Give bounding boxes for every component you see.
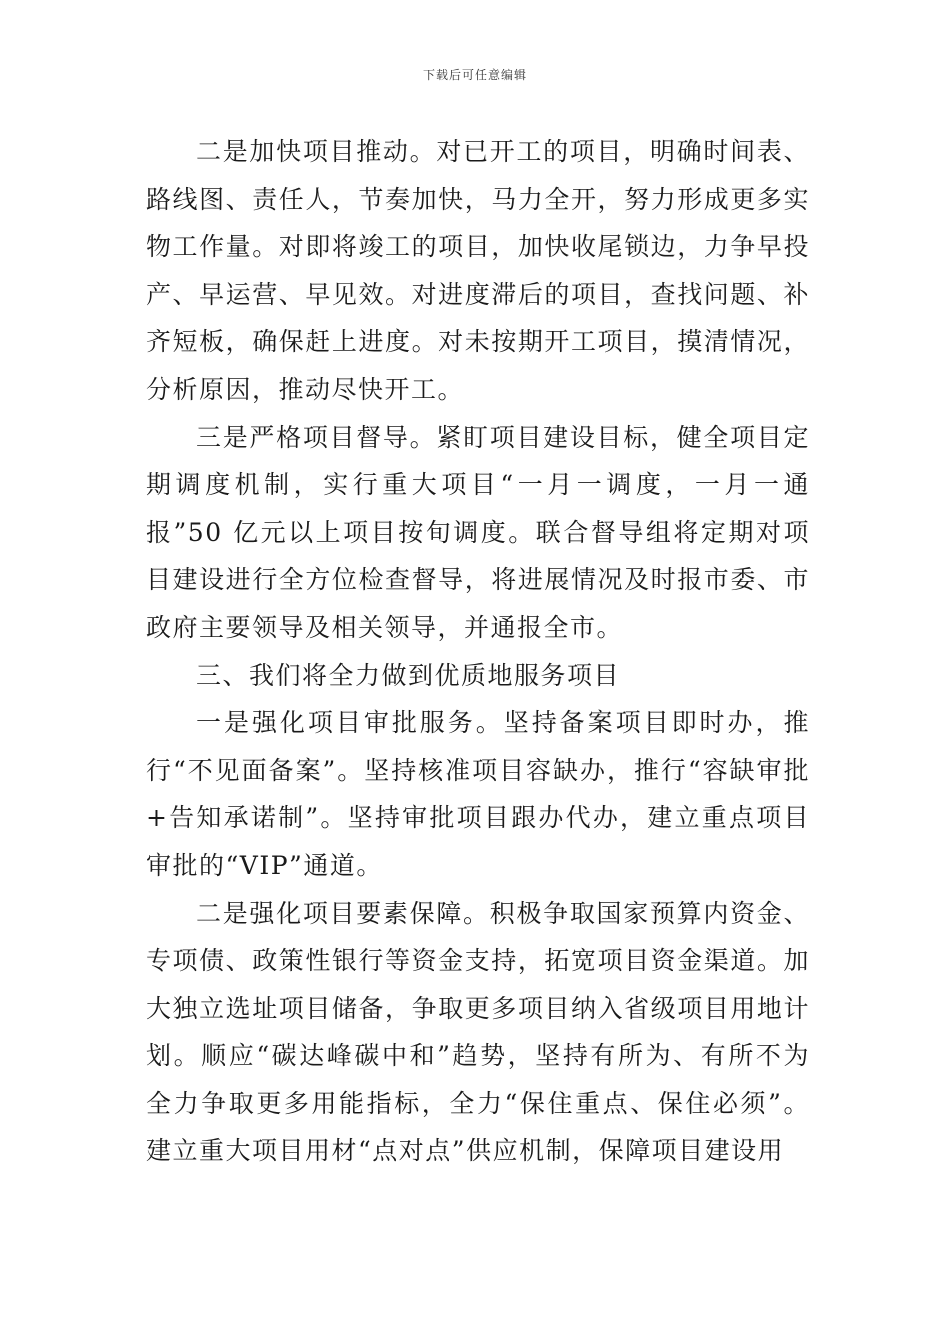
document-body xyxy=(146,128,810,1175)
paragraph-project-supervision: 三是严格项目督导。紧盯项目建设目标，健全项目定期调度机制，实行重大项目“一月一调度，一月一通报”50 亿元以上项目按旬调度。联合督导组将定期对项目建设进行全方位检查督导，将进展情况及时报市委、市政府主要领导及相关领导，并通报全市。 xyxy=(146,422,810,642)
paragraph-approval-service: 一是强化项目审批服务。坚持备案项目即时办，推行“不见面备案”。坚持核准项目容缺办，推行“容缺审批+告知承诺制”。坚持审批项目跟办代办，建立重点项目审批的“VIP”通道。 xyxy=(146,708,810,880)
section-heading-service: 三、我们将全力做到优质地服务项目 xyxy=(196,660,621,690)
page-header: 下载后可任意编辑 xyxy=(422,68,527,82)
paragraph-project-promotion: 二是加快项目推动。对已开工的项目，明确时间表、路线图、责任人，节奏加快，马力全开，努力形成更多实物工作量。对即将竣工的项目，加快收尾锁边，力争早投产、早运营、早见效。对进度滞后的项目，查找问题、补齐短板，确保赶上进度。对未按期开工项目，摸清情况，分析原因，推动尽快开工。 xyxy=(146,137,810,404)
paragraph-factor-guarantee: 二是强化项目要素保障。积极争取国家预算内资金、专项债、政策性银行等资金支持，拓宽项目资金渠道。加大独立选址项目储备，争取更多项目纳入省级项目用地计划。顺应“碳达峰碳中和”趋势，坚持有所为、有所不为全力争取更多用能指标，全力“保住重点、保住必须”。建立重大项目用材“点对点”供应机制，保障项目建设用 xyxy=(146,898,810,1166)
